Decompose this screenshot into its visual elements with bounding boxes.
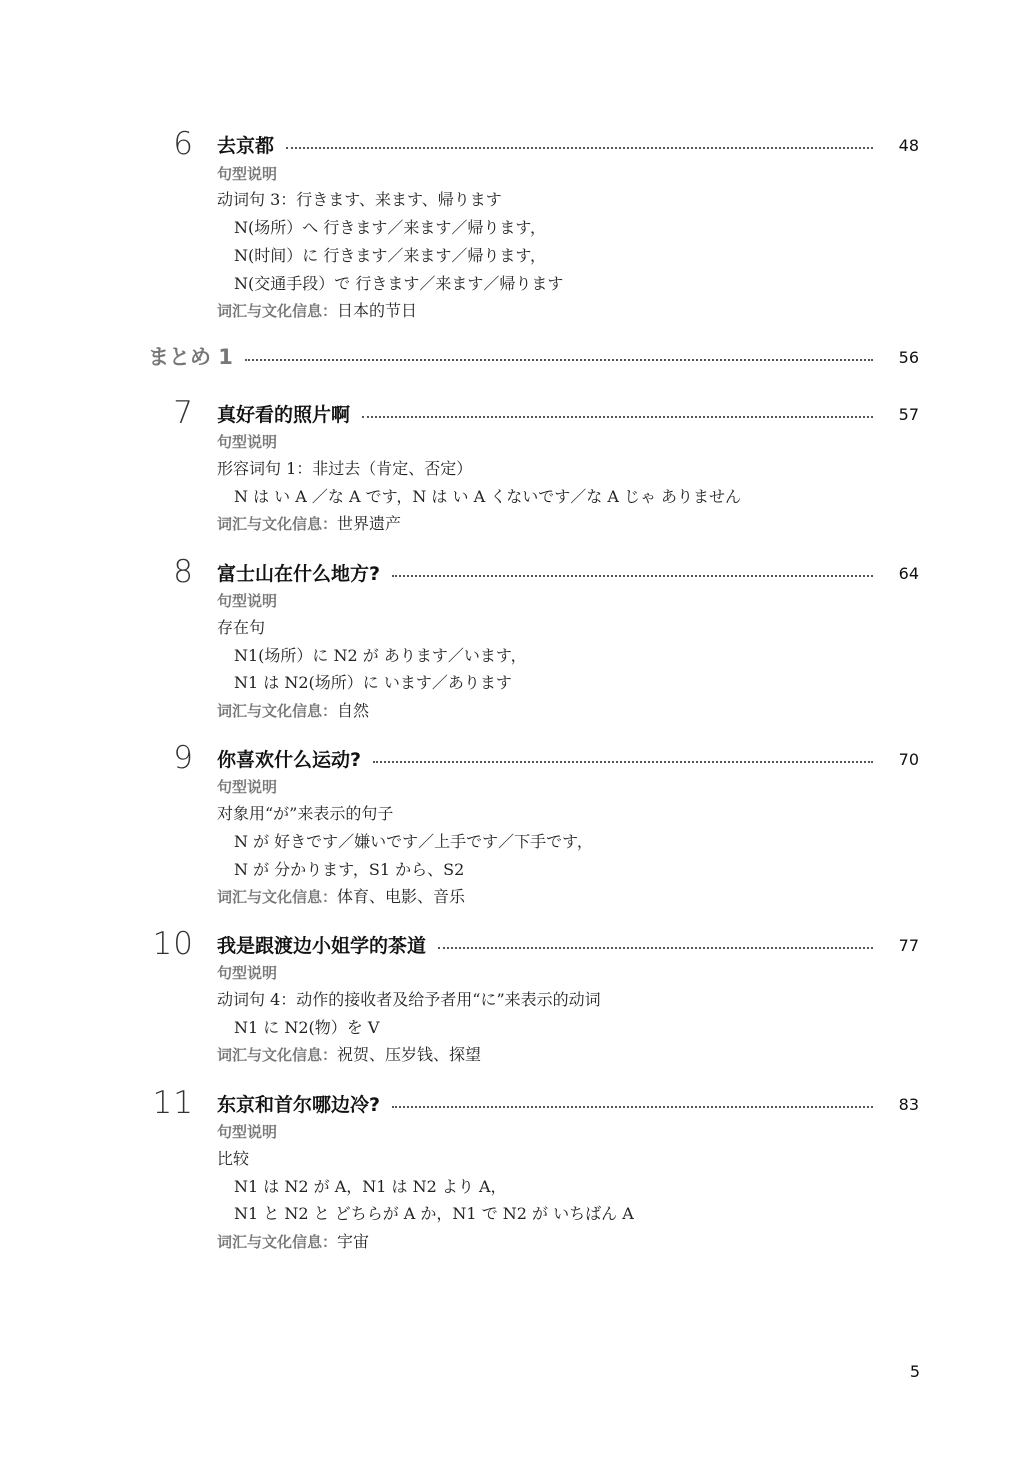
pattern-line: N(场所）へ 行きます／来ます／帰ります， xyxy=(234,218,547,237)
pattern-label: 句型说明 xyxy=(217,592,278,610)
lesson-title[interactable]: 我是跟渡边小姐学的茶道 xyxy=(217,935,427,957)
leader-dots xyxy=(286,147,873,149)
leader-dots xyxy=(245,359,873,361)
pattern-line: N は い A ／な A です，N は い A くないです／な A じゃ ありません xyxy=(234,487,742,506)
summary-title[interactable]: まとめ 1 xyxy=(148,345,233,369)
lesson-title[interactable]: 富士山在什么地方? xyxy=(217,563,381,585)
vocab-line xyxy=(217,1044,481,1066)
lesson-title[interactable]: 你喜欢什么运动? xyxy=(217,749,362,771)
vocab-line xyxy=(217,1231,369,1253)
leader-dots xyxy=(373,761,873,763)
pattern-label: 句型说明 xyxy=(217,433,278,451)
toc-entry[interactable] xyxy=(217,1091,919,1117)
lesson-number: 9 xyxy=(173,740,194,776)
page-ref: 56 xyxy=(898,348,919,367)
summary-entry[interactable] xyxy=(148,344,919,370)
leader-dots xyxy=(392,575,873,577)
vocab-value: 自然 xyxy=(337,701,370,720)
toc-entry[interactable] xyxy=(217,746,919,772)
pattern-line: 形容词句 1：非过去（肯定、否定） xyxy=(217,459,473,478)
vocab-label: 词汇与文化信息： xyxy=(217,302,338,320)
toc-entry[interactable] xyxy=(217,401,919,427)
vocab-value: 祝贺、压岁钱、探望 xyxy=(337,1045,482,1064)
pattern-line: 对象用“が”来表示的句子 xyxy=(217,804,394,823)
vocab-line xyxy=(217,513,401,535)
vocab-label: 词汇与文化信息： xyxy=(217,1046,338,1064)
toc-entry[interactable] xyxy=(217,560,919,586)
vocab-line xyxy=(217,700,369,722)
page-ref: 83 xyxy=(898,1095,919,1114)
vocab-line xyxy=(217,886,465,908)
toc-entry[interactable] xyxy=(217,932,919,958)
lesson-number: 10 xyxy=(152,926,194,962)
lesson-title[interactable]: 东京和首尔哪边冷? xyxy=(217,1094,381,1116)
pattern-line: 存在句 xyxy=(217,618,266,637)
lesson-title[interactable]: 去京都 xyxy=(217,135,275,157)
toc-entry[interactable] xyxy=(217,132,919,158)
pattern-line: 比较 xyxy=(217,1149,250,1168)
vocab-value: 日本的节日 xyxy=(337,301,418,320)
pattern-line: N(时间）に 行きます／来ます／帰ります， xyxy=(234,246,547,265)
vocab-value: 世界遗产 xyxy=(337,514,402,533)
pattern-label: 句型说明 xyxy=(217,778,278,796)
lesson-title[interactable]: 真好看的照片啊 xyxy=(217,404,351,426)
pattern-line: N が 好きです／嫌いです／上手です／下手です， xyxy=(234,832,593,851)
page-ref: 70 xyxy=(898,750,919,769)
lesson-number: 7 xyxy=(173,395,194,431)
vocab-value: 宇宙 xyxy=(337,1232,370,1251)
vocab-label: 词汇与文化信息： xyxy=(217,702,338,720)
leader-dots xyxy=(392,1106,873,1108)
page-ref: 57 xyxy=(898,405,919,424)
page-ref: 77 xyxy=(898,936,919,955)
pattern-label: 句型说明 xyxy=(217,165,278,183)
pattern-line: N1 に N2(物）を V xyxy=(234,1018,380,1037)
pattern-line: N が 分かります，S1 から、S2 xyxy=(234,860,465,879)
vocab-line xyxy=(217,300,417,322)
vocab-value: 体育、电影、音乐 xyxy=(337,887,466,906)
pattern-line: N1 は N2(场所）に います／あります xyxy=(234,673,512,692)
vocab-label: 词汇与文化信息： xyxy=(217,515,338,533)
pattern-line: 动词句 3：行きます、来ます、帰ります xyxy=(217,190,502,209)
pattern-line: N1(场所）に N2 が あります／います， xyxy=(234,646,527,665)
page-ref: 48 xyxy=(898,136,919,155)
lesson-number: 11 xyxy=(152,1085,194,1121)
page-ref: 64 xyxy=(898,564,919,583)
lesson-number: 6 xyxy=(173,126,194,162)
pattern-line: N(交通手段）で 行きます／来ます／帰ります xyxy=(234,274,564,293)
pattern-line: N1 は N2 が A，N1 は N2 より A， xyxy=(234,1177,507,1196)
leader-dots xyxy=(438,947,873,949)
pattern-line: N1 と N2 と どちらが A か，N1 で N2 が いちばん A xyxy=(234,1204,634,1223)
leader-dots xyxy=(362,416,873,418)
pattern-label: 句型说明 xyxy=(217,964,278,982)
pattern-line: 动词句 4：动作的接收者及给予者用“に”来表示的动词 xyxy=(217,990,601,1009)
lesson-number: 8 xyxy=(173,554,194,590)
pattern-label: 句型说明 xyxy=(217,1123,278,1141)
vocab-label: 词汇与文化信息： xyxy=(217,1233,338,1251)
vocab-label: 词汇与文化信息： xyxy=(217,888,338,906)
page-number: 5 xyxy=(909,1362,920,1381)
